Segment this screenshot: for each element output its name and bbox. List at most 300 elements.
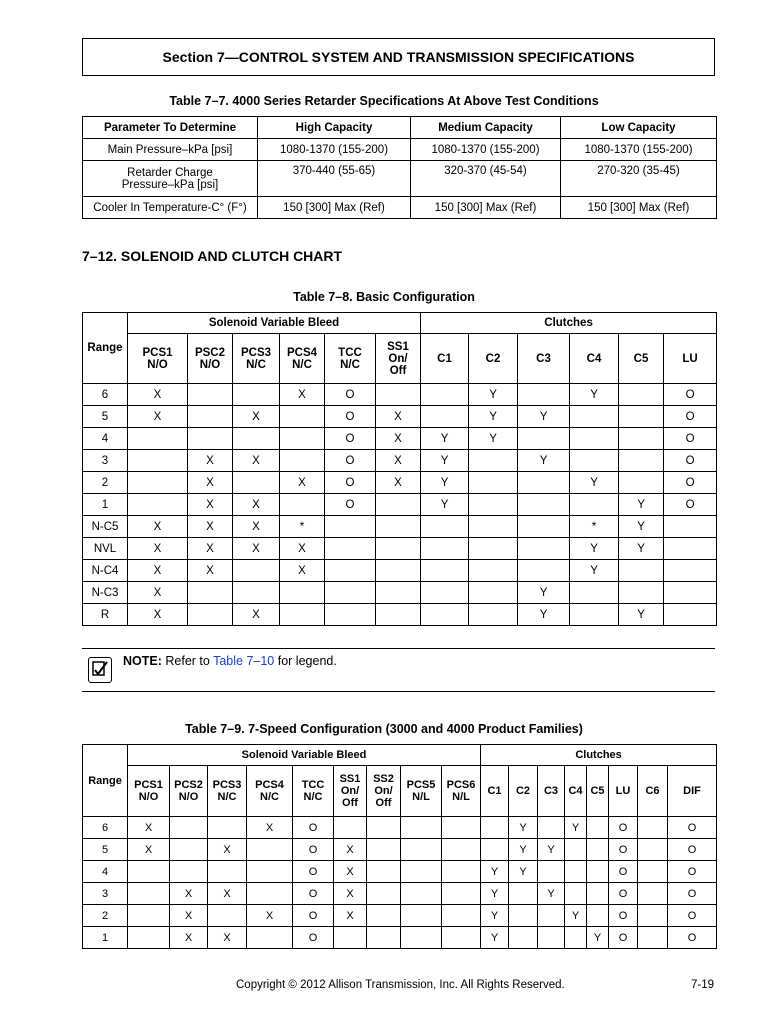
table-cell: X	[188, 516, 233, 538]
table-cell: Y	[509, 861, 538, 883]
column-header: Medium Capacity	[411, 117, 561, 139]
table-row	[83, 450, 717, 472]
note-bottom-rule	[82, 691, 715, 692]
table-cell: O	[668, 817, 717, 839]
table-cell	[280, 406, 325, 428]
table-cell: X	[128, 560, 188, 582]
table-cell	[518, 560, 570, 582]
table-cell	[376, 384, 421, 406]
table-cell	[469, 538, 518, 560]
table-cell	[481, 817, 509, 839]
range-cell: 4	[83, 861, 128, 883]
table-row	[83, 406, 717, 428]
table-cell	[334, 927, 367, 949]
table-cell: X	[208, 883, 247, 905]
solenoid-column-header: SS1 On/ Off	[334, 766, 367, 817]
clutch-column-header: C1	[481, 766, 509, 817]
table-cell: Y	[587, 927, 609, 949]
table-cell	[208, 905, 247, 927]
column-header: Low Capacity	[561, 117, 717, 139]
table-7-10-link[interactable]: Table 7–10	[213, 654, 275, 668]
table-cell: O	[325, 494, 376, 516]
table-cell	[401, 817, 442, 839]
table-cell	[469, 560, 518, 582]
table-cell	[367, 905, 401, 927]
note-top-rule	[82, 648, 715, 649]
table-cell: Y	[469, 384, 518, 406]
range-cell: 5	[83, 839, 128, 861]
table-row	[83, 905, 717, 927]
table-cell	[638, 927, 668, 949]
table-cell	[538, 817, 565, 839]
table-cell: X	[188, 560, 233, 582]
table-cell	[188, 384, 233, 406]
table-cell	[247, 883, 293, 905]
table-cell	[587, 905, 609, 927]
solenoid-column-header: PCS1 N/O	[128, 766, 170, 817]
table-cell: X	[233, 516, 280, 538]
table-cell	[619, 406, 664, 428]
table-cell	[421, 560, 469, 582]
table-row	[83, 604, 717, 626]
table-cell: O	[664, 428, 717, 450]
column-header: Parameter To Determine	[83, 117, 258, 139]
table-cell: *	[280, 516, 325, 538]
range-cell: 5	[83, 406, 128, 428]
table-cell	[247, 839, 293, 861]
table-cell	[619, 450, 664, 472]
value-cell: 1080-1370 (155-200)	[258, 139, 411, 161]
note-text-before: Refer to	[165, 654, 210, 668]
table-cell	[570, 428, 619, 450]
table-cell: O	[293, 883, 334, 905]
table-row	[83, 927, 717, 949]
table-cell	[401, 839, 442, 861]
table-cell: O	[664, 494, 717, 516]
table-cell: X	[170, 905, 208, 927]
note-text-after: for legend.	[277, 654, 337, 668]
table-cell	[664, 538, 717, 560]
table-cell	[638, 861, 668, 883]
table-row	[83, 197, 717, 219]
table-cell	[128, 428, 188, 450]
clutch-column-header: C5	[587, 766, 609, 817]
table-cell	[325, 538, 376, 560]
table-cell	[587, 883, 609, 905]
range-header: Range	[83, 745, 128, 817]
table-cell: Y	[518, 604, 570, 626]
range-cell: N-C3	[83, 582, 128, 604]
table-cell: Y	[565, 817, 587, 839]
table-cell: X	[233, 604, 280, 626]
range-cell: 1	[83, 494, 128, 516]
table-cell: X	[188, 450, 233, 472]
table-row	[83, 516, 717, 538]
table-cell: Y	[538, 839, 565, 861]
table-cell	[401, 927, 442, 949]
table-cell	[538, 905, 565, 927]
table-cell	[128, 450, 188, 472]
table-cell	[664, 582, 717, 604]
table-cell	[619, 472, 664, 494]
table-cell: X	[280, 472, 325, 494]
table-cell: X	[334, 883, 367, 905]
table-cell	[233, 428, 280, 450]
table-cell	[421, 538, 469, 560]
table-row	[83, 494, 717, 516]
table-cell	[128, 883, 170, 905]
table-cell	[638, 839, 668, 861]
table-cell: O	[325, 428, 376, 450]
range-cell: NVL	[83, 538, 128, 560]
copyright-footer: Copyright © 2012 Allison Transmission, Inc. All Rights Reserved.	[236, 979, 565, 991]
table-cell	[188, 406, 233, 428]
table-cell: X	[128, 538, 188, 560]
table-row	[83, 839, 717, 861]
table-row	[83, 582, 717, 604]
table-row	[83, 538, 717, 560]
table-cell	[570, 604, 619, 626]
range-cell: 3	[83, 883, 128, 905]
table-cell: X	[128, 516, 188, 538]
table-cell: X	[233, 494, 280, 516]
range-cell: 1	[83, 927, 128, 949]
table-cell: X	[188, 494, 233, 516]
clutch-column-header: DIF	[668, 766, 717, 817]
table-cell: Y	[570, 472, 619, 494]
table-cell	[518, 538, 570, 560]
table-cell: Y	[565, 905, 587, 927]
table-cell: O	[609, 905, 638, 927]
column-header: High Capacity	[258, 117, 411, 139]
table-cell	[376, 538, 421, 560]
table-cell: O	[325, 384, 376, 406]
table-cell: X	[376, 406, 421, 428]
table-cell	[280, 604, 325, 626]
solenoid-column-header: SS1 On/ Off	[376, 334, 421, 384]
parameter-cell: Main Pressure–kPa [psi]	[83, 139, 258, 161]
table-cell	[518, 428, 570, 450]
table-cell	[367, 861, 401, 883]
solenoid-column-header: TCC N/C	[293, 766, 334, 817]
table-cell	[170, 839, 208, 861]
table-cell: Y	[481, 927, 509, 949]
table-cell: Y	[469, 406, 518, 428]
table-row	[83, 472, 717, 494]
table-cell	[565, 927, 587, 949]
table-row	[83, 817, 717, 839]
table-cell	[619, 428, 664, 450]
table-cell	[401, 905, 442, 927]
table-cell: O	[293, 905, 334, 927]
table-cell	[518, 516, 570, 538]
table-cell	[469, 516, 518, 538]
range-cell: N-C5	[83, 516, 128, 538]
table-cell	[469, 494, 518, 516]
table-cell	[334, 817, 367, 839]
table-cell: X	[247, 817, 293, 839]
table-cell	[469, 604, 518, 626]
solenoid-column-header: PSC2 N/O	[188, 334, 233, 384]
table-cell	[376, 604, 421, 626]
value-cell: 270-320 (35-45)	[561, 161, 717, 197]
table-cell: O	[609, 883, 638, 905]
value-cell: 320-370 (45-54)	[411, 161, 561, 197]
table-cell	[570, 406, 619, 428]
table-row	[83, 883, 717, 905]
range-cell: 3	[83, 450, 128, 472]
table-cell	[442, 839, 481, 861]
table-cell: Y	[421, 472, 469, 494]
table-cell	[587, 861, 609, 883]
clutch-column-header: C4	[570, 334, 619, 384]
table-cell	[170, 817, 208, 839]
table-cell	[442, 905, 481, 927]
solenoid-column-header: PCS2 N/O	[170, 766, 208, 817]
table-cell: O	[668, 839, 717, 861]
table-cell: Y	[481, 883, 509, 905]
table-cell	[565, 883, 587, 905]
table-7-8-caption: Table 7–8. Basic Configuration	[293, 290, 475, 304]
table-cell: X	[128, 582, 188, 604]
table-cell	[376, 494, 421, 516]
range-header: Range	[83, 313, 128, 384]
table-cell: Y	[619, 494, 664, 516]
solenoid-column-header: PCS4 N/C	[247, 766, 293, 817]
table-row	[83, 560, 717, 582]
table-cell: X	[170, 927, 208, 949]
table-cell	[421, 384, 469, 406]
table-7-9	[82, 744, 717, 949]
table-cell	[233, 582, 280, 604]
table-cell	[469, 582, 518, 604]
value-cell: 370-440 (55-65)	[258, 161, 411, 197]
table-cell: Y	[481, 861, 509, 883]
table-cell: O	[609, 861, 638, 883]
clutch-column-header: C2	[509, 766, 538, 817]
clutch-column-header: C3	[518, 334, 570, 384]
parameter-cell: Retarder Charge Pressure–kPa [psi]	[83, 161, 258, 197]
table-cell: O	[664, 472, 717, 494]
table-cell: O	[668, 883, 717, 905]
table-cell: X	[208, 839, 247, 861]
value-cell: 1080-1370 (155-200)	[411, 139, 561, 161]
table-cell	[442, 861, 481, 883]
table-cell: O	[609, 927, 638, 949]
range-cell: 6	[83, 817, 128, 839]
table-cell	[509, 883, 538, 905]
table-cell: O	[325, 450, 376, 472]
table-cell	[128, 861, 170, 883]
table-cell	[638, 817, 668, 839]
table-cell: X	[376, 472, 421, 494]
solenoid-group-header: Solenoid Variable Bleed	[128, 745, 481, 766]
table-cell	[619, 582, 664, 604]
clutch-column-header: LU	[609, 766, 638, 817]
value-cell: 150 [300] Max (Ref)	[411, 197, 561, 219]
clutch-column-header: C2	[469, 334, 518, 384]
table-cell	[570, 582, 619, 604]
table-cell: X	[376, 450, 421, 472]
solenoid-group-header: Solenoid Variable Bleed	[128, 313, 421, 334]
table-cell	[233, 472, 280, 494]
table-cell	[587, 839, 609, 861]
table-row	[83, 384, 717, 406]
table-cell	[421, 406, 469, 428]
table-cell: Y	[570, 538, 619, 560]
table-cell: Y	[518, 450, 570, 472]
table-cell: O	[325, 406, 376, 428]
table-cell	[518, 472, 570, 494]
table-cell: Y	[570, 560, 619, 582]
table-cell	[325, 582, 376, 604]
table-cell	[570, 494, 619, 516]
table-cell: Y	[469, 428, 518, 450]
table-cell: *	[570, 516, 619, 538]
table-cell	[247, 861, 293, 883]
table-cell	[208, 817, 247, 839]
table-cell: X	[208, 927, 247, 949]
table-cell: Y	[421, 450, 469, 472]
table-cell: X	[128, 604, 188, 626]
table-cell	[247, 927, 293, 949]
table-cell: Y	[619, 604, 664, 626]
solenoid-column-header: PCS6 N/L	[442, 766, 481, 817]
solenoid-column-header: SS2 On/ Off	[367, 766, 401, 817]
table-cell	[587, 817, 609, 839]
table-cell	[565, 839, 587, 861]
table-cell: O	[664, 384, 717, 406]
table-cell	[280, 582, 325, 604]
clutch-column-header: C4	[565, 766, 587, 817]
table-cell	[638, 905, 668, 927]
value-cell: 1080-1370 (155-200)	[561, 139, 717, 161]
table-7-7-caption: Table 7–7. 4000 Series Retarder Specifications At Above Test Conditions	[169, 94, 599, 108]
table-cell	[233, 560, 280, 582]
table-cell: O	[664, 406, 717, 428]
table-cell	[518, 494, 570, 516]
table-cell	[367, 883, 401, 905]
table-cell: X	[233, 406, 280, 428]
table-cell: Y	[518, 582, 570, 604]
table-cell	[128, 905, 170, 927]
table-cell	[421, 604, 469, 626]
table-cell	[509, 905, 538, 927]
solenoid-column-header: PCS4 N/C	[280, 334, 325, 384]
table-cell	[325, 560, 376, 582]
table-row	[83, 161, 717, 197]
table-cell: X	[128, 817, 170, 839]
table-cell	[442, 817, 481, 839]
value-cell: 150 [300] Max (Ref)	[561, 197, 717, 219]
table-cell: Y	[421, 494, 469, 516]
section-title: Section 7—CONTROL SYSTEM AND TRANSMISSION SPECIFICATIONS	[82, 38, 715, 76]
table-cell	[664, 560, 717, 582]
table-cell	[325, 604, 376, 626]
table-cell	[538, 861, 565, 883]
table-cell: X	[128, 384, 188, 406]
table-cell	[442, 883, 481, 905]
table-cell	[188, 428, 233, 450]
page-number: 7-19	[691, 979, 715, 991]
table-cell	[421, 516, 469, 538]
table-cell: O	[664, 450, 717, 472]
table-cell: Y	[509, 817, 538, 839]
note-label: NOTE:	[123, 654, 162, 668]
table-cell: X	[188, 472, 233, 494]
clutches-group-header: Clutches	[421, 313, 717, 334]
solenoid-column-header: PCS1 N/O	[128, 334, 188, 384]
table-cell: X	[233, 538, 280, 560]
table-7-8	[82, 312, 717, 626]
table-cell	[170, 861, 208, 883]
table-cell: Y	[538, 883, 565, 905]
table-cell: X	[128, 839, 170, 861]
table-cell	[367, 817, 401, 839]
table-cell: Y	[421, 428, 469, 450]
table-cell	[188, 582, 233, 604]
clutch-column-header: C6	[638, 766, 668, 817]
range-cell: 2	[83, 472, 128, 494]
table-cell	[325, 516, 376, 538]
table-cell: O	[293, 817, 334, 839]
table-cell	[128, 494, 188, 516]
table-cell	[376, 516, 421, 538]
table-cell	[518, 384, 570, 406]
table-cell: X	[280, 384, 325, 406]
table-cell	[538, 927, 565, 949]
table-cell: O	[293, 927, 334, 949]
clutch-column-header: C3	[538, 766, 565, 817]
clutch-column-header: C5	[619, 334, 664, 384]
table-cell: X	[334, 861, 367, 883]
table-cell: X	[376, 428, 421, 450]
table-7-7	[82, 116, 717, 219]
table-cell: O	[668, 861, 717, 883]
range-cell: 4	[83, 428, 128, 450]
table-cell	[664, 516, 717, 538]
table-cell	[128, 472, 188, 494]
range-cell: N-C4	[83, 560, 128, 582]
note-checklist-icon	[88, 657, 112, 683]
table-cell: Y	[481, 905, 509, 927]
table-cell: Y	[619, 516, 664, 538]
table-cell: X	[334, 839, 367, 861]
table-cell	[570, 450, 619, 472]
table-cell: X	[170, 883, 208, 905]
clutch-column-header: C1	[421, 334, 469, 384]
value-cell: 150 [300] Max (Ref)	[258, 197, 411, 219]
table-cell	[188, 604, 233, 626]
section-7-12-heading: 7–12. SOLENOID AND CLUTCH CHART	[82, 248, 343, 264]
table-cell	[280, 450, 325, 472]
range-cell: 2	[83, 905, 128, 927]
table-cell	[509, 927, 538, 949]
solenoid-column-header: PCS5 N/L	[401, 766, 442, 817]
table-cell	[208, 861, 247, 883]
table-row	[83, 861, 717, 883]
table-cell	[367, 839, 401, 861]
table-cell	[233, 384, 280, 406]
table-cell	[565, 861, 587, 883]
table-cell: Y	[570, 384, 619, 406]
solenoid-column-header: PCS3 N/C	[208, 766, 247, 817]
table-cell	[619, 560, 664, 582]
range-cell: 6	[83, 384, 128, 406]
table-cell	[469, 472, 518, 494]
table-cell	[664, 604, 717, 626]
table-7-9-caption: Table 7–9. 7-Speed Configuration (3000 and 4000 Product Families)	[185, 722, 583, 736]
